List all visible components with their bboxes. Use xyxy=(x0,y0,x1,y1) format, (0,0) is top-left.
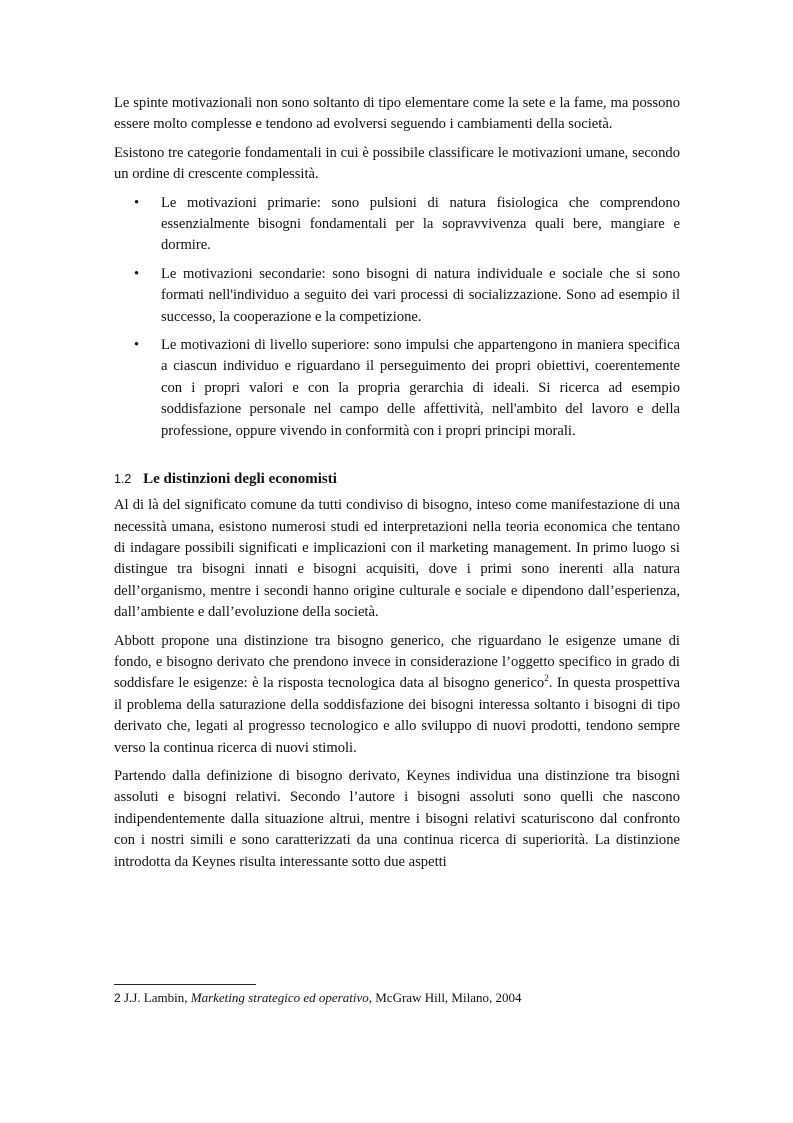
section-paragraph-2 xyxy=(114,631,680,759)
bullet-icon: • xyxy=(134,337,140,354)
paragraph-text: . In questa prospettiva il problema della saturazione della soddisfazione dei bisogni interessa soltanto i bisogni di tipo derivato che, legati al progresso tecnologico e allo sviluppo di nuovi prodotti, tendono sempre verso la continua ricerca di nuovi stimoli. xyxy=(114,675,680,756)
list-item xyxy=(114,264,680,328)
motivation-list xyxy=(114,193,680,442)
footnote-number: 2 xyxy=(114,991,121,1005)
footnote-book-title: Marketing strategico ed operativo xyxy=(190,990,369,1005)
page-body xyxy=(114,93,680,880)
footnote-author: J.J. Lambin, xyxy=(123,990,188,1005)
section-title: Le distinzioni degli economisti xyxy=(143,471,337,488)
footnote-reference[interactable]: 2 xyxy=(544,673,549,684)
intro-paragraph-1: Le spinte motivazionali non sono soltanto di tipo elementare come la sete e la fame, ma possono essere molto complesse e tendono ad evolversi seguendo i cambiamenti della società. xyxy=(114,95,680,133)
list-item-text: Le motivazioni primarie: sono pulsioni di natura fisiologica che comprendono essenzialmente bisogni fondamentali per la sopravvivenza quali bere, mangiare e dormire. xyxy=(161,194,680,254)
list-item-text: Le motivazioni di livello superiore: sono impulsi che appartengono in maniera specifica a ciascun individuo e riguardano il perseguimento dei propri obiettivi, coerentemente con i propri valori e con la propria gerarchia di ideali. Si ricerca ad esempio soddisfazione personale nel campo delle affettività, nell'ambito del lavoro e della professione, oppure vivendo in conformità con i propri principi morali. xyxy=(161,337,680,439)
footnote xyxy=(114,989,680,1007)
bullet-icon: • xyxy=(134,265,140,282)
bullet-icon: • xyxy=(134,194,140,211)
section-heading xyxy=(114,468,680,490)
section-number: 1.2 xyxy=(114,472,132,487)
list-item xyxy=(114,193,680,257)
section-paragraph-1: Al di là del significato comune da tutti condiviso di bisogno, inteso come manifestazione di una necessità umana, esistono numerosi studi ed interpretazioni nella teoria economica che tentano di indagare possibili significati e implicazioni con il marketing management. In primo luogo si distingue tra bisogni innati e bisogni acquisiti, dove i primi sono inerenti alla natura dell’organismo, mentre i secondi hanno origine culturale e sociale e dipendono dall’esperienza, dall’ambiente e dall’evoluzione della società. xyxy=(114,497,680,621)
section-paragraph-3: Partendo dalla definizione di bisogno derivato, Keynes individua una distinzione tra bisogni assoluti e bisogni relativi. Secondo l’autore i bisogni assoluti sono quelli che nascono indipendentemente dalla situazione altrui, mentre i bisogni relativi scaturiscono dal confronto con i nostri simili e sono caratterizzati da una continua ricerca di superiorità. La distinzione introdotta da Keynes risulta interessante sotto due aspetti xyxy=(114,767,680,870)
intro-paragraph-2: Esistono tre categorie fondamentali in cui è possibile classificare le motivazioni umane, secondo un ordine di crescente complessità. xyxy=(114,144,680,183)
footnote-publisher: , McGraw Hill, Milano, 2004 xyxy=(368,990,522,1005)
list-item-text: Le motivazioni secondarie: sono bisogni di natura individuale e sociale che si sono formati nell'individuo a seguito dei vari processi di socializzazione. Sono ad esempio il successo, la cooperazione e la competizione. xyxy=(161,265,680,325)
paragraph-text: Abbott propone una distinzione tra bisogno generico, che riguardano le esigenze umane di fondo, e bisogno derivato che prendono invece in considerazione l’oggetto specifico in grado di soddisfare le esigenze: è la risposta tecnologica data al bisogno generico xyxy=(114,632,680,692)
list-item xyxy=(114,335,680,442)
footnote-divider xyxy=(114,984,256,985)
